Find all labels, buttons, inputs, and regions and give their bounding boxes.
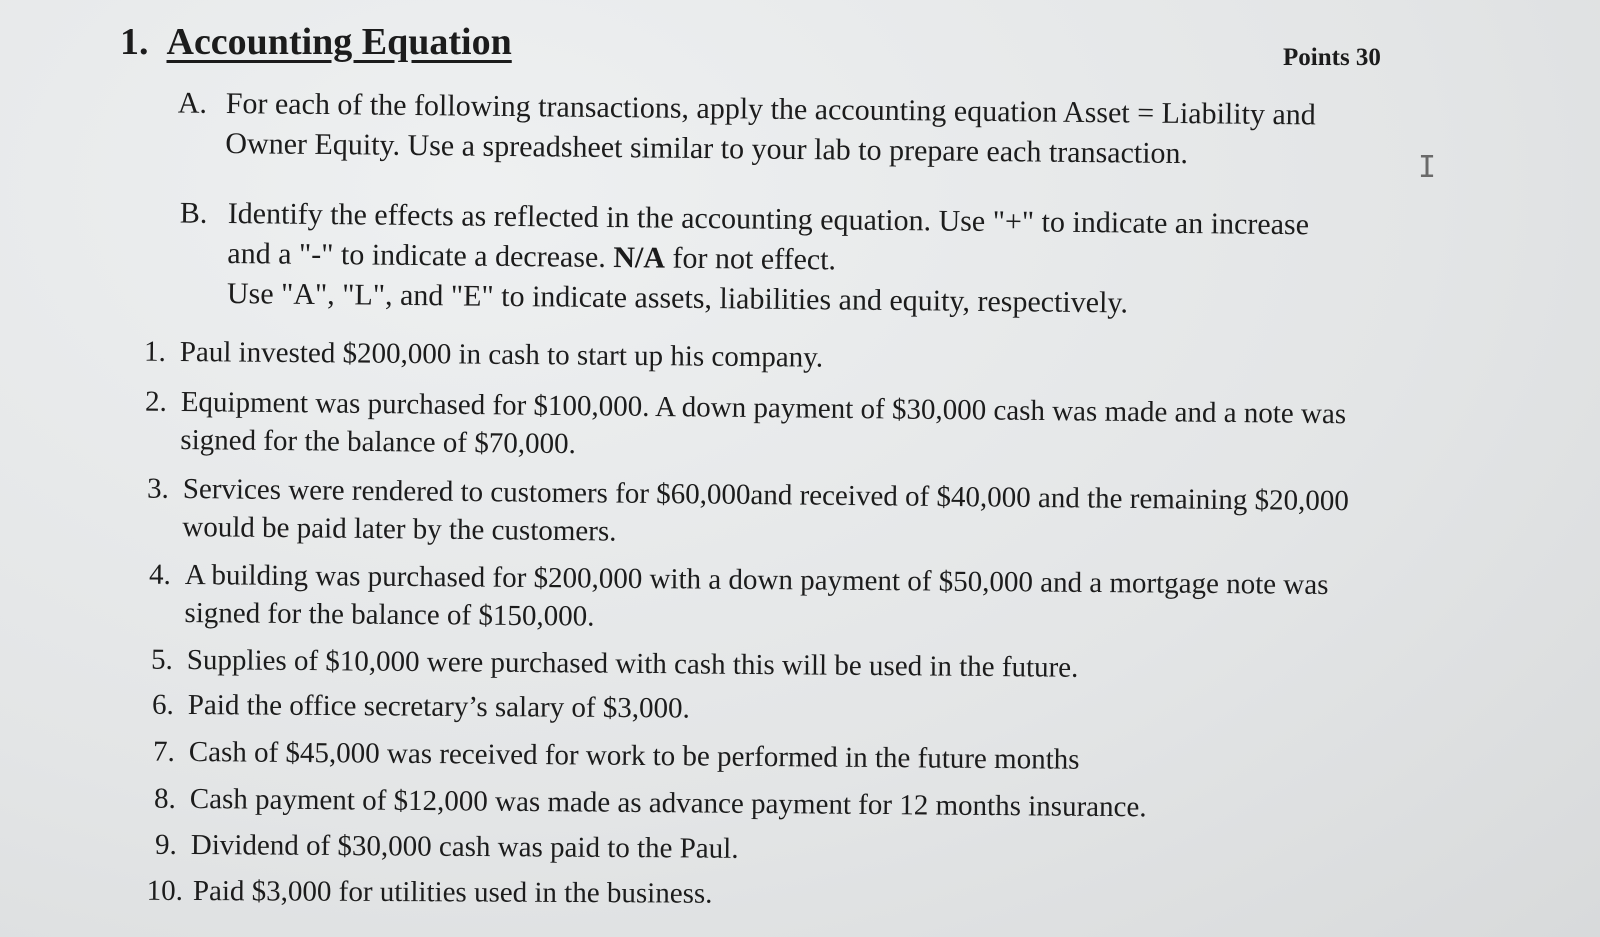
list-item-line1: Equipment was purchased for $100,000. A down payment of $30,000 cash was made and a note was [180, 385, 1347, 431]
list-item-number: 7. [152, 735, 175, 768]
list-item-line1: Paid $3,000 for utilities used in the business. [192, 874, 713, 910]
list-item [152, 686, 690, 728]
text-cursor-icon: I [1418, 150, 1437, 185]
list-item-number: 4. [148, 558, 171, 591]
points-label: Points 30 [1283, 44, 1381, 71]
list-item [153, 780, 1147, 826]
list-item [143, 333, 824, 377]
na-label: N/A [613, 241, 666, 275]
question-title: Accounting Equation [166, 21, 512, 63]
list-item [152, 733, 1080, 779]
list-item-line2: signed for the balance of $150,000. [184, 596, 595, 633]
list-item-line1: Dividend of $30,000 cash was paid to the Paul. [190, 828, 739, 865]
list-item-line1: Supplies of $10,000 were purchased with cash this will be used in the future. [186, 643, 1079, 684]
list-item-line2: would be paid later by the customers. [182, 510, 617, 548]
list-item [146, 470, 1349, 558]
instruction-b-line2-start: and a "-" to indicate a decrease. [227, 236, 614, 275]
list-item [144, 383, 1347, 471]
list-item-line1: Paid the office secretary’s salary of $3,000. [187, 688, 690, 725]
list-item-number: 2. [144, 385, 167, 418]
list-item [148, 556, 1329, 642]
instruction-b-line2-end: for not effect. [664, 241, 837, 277]
instruction-a-line2: Owner Equity. Use a spreadsheet similar to your lab to prepare each transaction. [225, 126, 1189, 171]
list-item-line1: Cash of $45,000 was received for work to be performed in the future months [188, 735, 1080, 776]
list-item [146, 872, 713, 913]
list-item-line1: Services were rendered to customers for $60,000and received of $40,000 and the remaining $20,000 [182, 472, 1349, 518]
instruction-b-line3: Use "A", "L", and "E" to indicate assets, liabilities and equity, respectively. [226, 276, 1129, 320]
instruction-a-line1: For each of the following transactions, apply the accounting equation Asset = Liability and [225, 86, 1316, 132]
list-item-number: 1. [143, 335, 166, 368]
question-number: 1. [120, 21, 149, 63]
instruction-a-letter: A. [177, 86, 208, 120]
list-item-number: 9. [155, 828, 177, 861]
instruction-b-letter: B. [179, 196, 208, 230]
list-item-number: 5. [150, 643, 173, 676]
list-item [150, 641, 1079, 687]
list-item [155, 826, 739, 868]
list-item-number: 6. [152, 688, 174, 721]
list-item-line1: A building was purchased for $200,000 with a down payment of $50,000 and a mortgage note was [184, 558, 1329, 601]
list-item-number: 3. [146, 472, 169, 505]
list-item-line1: Cash payment of $12,000 was made as advance payment for 12 months insurance. [189, 782, 1147, 824]
list-item-number: 8. [153, 782, 176, 815]
list-item-number: 10. [146, 874, 183, 907]
instruction-a [177, 84, 1316, 175]
instruction-b-line1: Identify the effects as reflected in the accounting equation. Use "+" to indicate an increase [227, 196, 1310, 242]
list-item-line2: signed for the balance of $70,000. [180, 423, 576, 461]
question-heading [120, 20, 512, 64]
list-item-line1: Paul invested $200,000 in cash to start up his company. [179, 335, 824, 374]
instruction-b [179, 194, 1310, 325]
